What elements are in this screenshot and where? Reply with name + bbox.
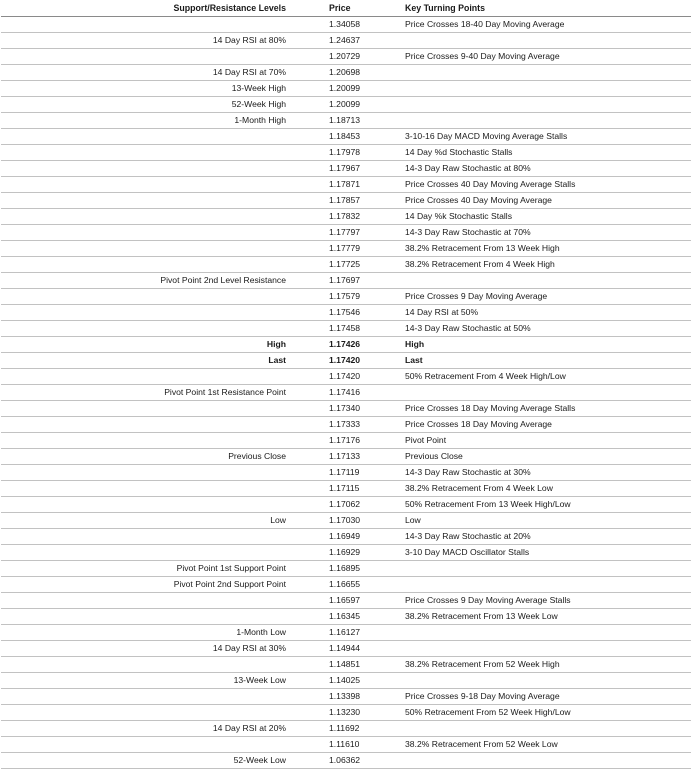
turning-point-cell: Price Crosses 40 Day Moving Average (401, 193, 691, 209)
turning-point-cell: 50% Retracement From 52 Week High/Low (401, 705, 691, 721)
turning-point-cell: Previous Close (401, 449, 691, 465)
level-cell (1, 289, 296, 305)
level-cell: Pivot Point 1st Resistance Point (1, 385, 296, 401)
level-cell: Last (1, 353, 296, 369)
level-cell: 1-Month Low (1, 625, 296, 641)
level-cell: 52-Week Low (1, 753, 296, 769)
turning-point-cell: Price Crosses 40 Day Moving Average Stalls (401, 177, 691, 193)
table-row (1, 465, 691, 481)
table-row (1, 33, 691, 49)
turning-point-cell: 50% Retracement From 13 Week High/Low (401, 497, 691, 513)
table-row (1, 273, 691, 289)
turning-point-cell: Price Crosses 9 Day Moving Average (401, 289, 691, 305)
level-cell (1, 465, 296, 481)
level-cell: Pivot Point 2nd Support Point (1, 577, 296, 593)
turning-point-cell: Price Crosses 9 Day Moving Average Stalls (401, 593, 691, 609)
price-cell: 1.17426 (296, 337, 401, 353)
turning-point-cell: Pivot Point (401, 433, 691, 449)
table-row (1, 705, 691, 721)
table-row (1, 609, 691, 625)
turning-point-cell: 14 Day %d Stochastic Stalls (401, 145, 691, 161)
price-cell: 1.17871 (296, 177, 401, 193)
price-cell: 1.17458 (296, 321, 401, 337)
price-cell: 1.17030 (296, 513, 401, 529)
turning-point-cell: High (401, 337, 691, 353)
level-cell (1, 241, 296, 257)
turning-point-cell (401, 625, 691, 641)
price-cell: 1.11692 (296, 721, 401, 737)
table-row (1, 481, 691, 497)
level-cell (1, 737, 296, 753)
turning-point-cell: Price Crosses 18 Day Moving Average (401, 417, 691, 433)
level-cell (1, 401, 296, 417)
price-cell: 1.16345 (296, 609, 401, 625)
price-cell: 1.17416 (296, 385, 401, 401)
level-cell: 14 Day RSI at 30% (1, 641, 296, 657)
price-cell: 1.13398 (296, 689, 401, 705)
price-cell: 1.16127 (296, 625, 401, 641)
level-cell (1, 417, 296, 433)
price-cell: 1.16895 (296, 561, 401, 577)
table-row (1, 177, 691, 193)
table-row (1, 129, 691, 145)
level-cell: 13-Week Low (1, 673, 296, 689)
table-row (1, 257, 691, 273)
header-levels: Support/Resistance Levels (1, 0, 296, 17)
level-cell (1, 193, 296, 209)
level-cell (1, 257, 296, 273)
table-row (1, 513, 691, 529)
level-cell: 1-Month High (1, 113, 296, 129)
turning-point-cell (401, 753, 691, 769)
table-row (1, 241, 691, 257)
turning-point-cell (401, 33, 691, 49)
level-cell (1, 529, 296, 545)
level-cell: 52-Week High (1, 97, 296, 113)
price-cell: 1.17725 (296, 257, 401, 273)
price-cell: 1.34058 (296, 17, 401, 33)
turning-point-cell (401, 561, 691, 577)
level-cell (1, 705, 296, 721)
level-cell (1, 321, 296, 337)
table-row (1, 369, 691, 385)
table-row (1, 145, 691, 161)
price-cell: 1.17333 (296, 417, 401, 433)
table-row (1, 657, 691, 673)
level-cell (1, 305, 296, 321)
price-cell: 1.16655 (296, 577, 401, 593)
price-cell: 1.17797 (296, 225, 401, 241)
price-cell: 1.16929 (296, 545, 401, 561)
level-cell: 14 Day RSI at 70% (1, 65, 296, 81)
turning-point-cell: Price Crosses 9-40 Day Moving Average (401, 49, 691, 65)
price-cell: 1.17115 (296, 481, 401, 497)
price-cell: 1.17779 (296, 241, 401, 257)
turning-point-cell: 14-3 Day Raw Stochastic at 50% (401, 321, 691, 337)
level-cell: Low (1, 513, 296, 529)
level-cell: Previous Close (1, 449, 296, 465)
table-row (1, 625, 691, 641)
turning-point-cell: 14-3 Day Raw Stochastic at 70% (401, 225, 691, 241)
level-cell: 14 Day RSI at 80% (1, 33, 296, 49)
table-row (1, 673, 691, 689)
table-row (1, 753, 691, 769)
price-cell: 1.17579 (296, 289, 401, 305)
level-cell (1, 657, 296, 673)
price-cell: 1.11610 (296, 737, 401, 753)
level-cell: Pivot Point 2nd Level Resistance (1, 273, 296, 289)
level-cell: High (1, 337, 296, 353)
turning-point-cell: 14-3 Day Raw Stochastic at 80% (401, 161, 691, 177)
price-cell: 1.17062 (296, 497, 401, 513)
table-row (1, 401, 691, 417)
table-row (1, 561, 691, 577)
price-cell: 1.20729 (296, 49, 401, 65)
table-row (1, 641, 691, 657)
table-row (1, 689, 691, 705)
price-cell: 1.18453 (296, 129, 401, 145)
level-cell (1, 49, 296, 65)
price-cell: 1.20099 (296, 97, 401, 113)
price-cell: 1.14944 (296, 641, 401, 657)
turning-point-cell: Low (401, 513, 691, 529)
table-row (1, 721, 691, 737)
turning-point-cell (401, 273, 691, 289)
table-row (1, 529, 691, 545)
table-row (1, 737, 691, 753)
table-row (1, 97, 691, 113)
price-cell: 1.17133 (296, 449, 401, 465)
level-cell (1, 145, 296, 161)
turning-point-cell: 38.2% Retracement From 13 Week High (401, 241, 691, 257)
turning-point-cell: Price Crosses 9-18 Day Moving Average (401, 689, 691, 705)
header-price: Price (296, 0, 401, 17)
level-cell (1, 433, 296, 449)
level-cell (1, 209, 296, 225)
header-turning-points: Key Turning Points (401, 0, 691, 17)
table-row (1, 289, 691, 305)
table-row (1, 433, 691, 449)
turning-point-cell: 38.2% Retracement From 52 Week Low (401, 737, 691, 753)
price-cell: 1.17119 (296, 465, 401, 481)
price-cell: 1.17697 (296, 273, 401, 289)
level-cell: 14 Day RSI at 20% (1, 721, 296, 737)
table-row (1, 417, 691, 433)
table-row (1, 49, 691, 65)
table-row (1, 593, 691, 609)
turning-point-cell (401, 65, 691, 81)
turning-point-cell: Price Crosses 18 Day Moving Average Stalls (401, 401, 691, 417)
price-cell: 1.17857 (296, 193, 401, 209)
table-row (1, 17, 691, 33)
price-cell: 1.13230 (296, 705, 401, 721)
price-cell: 1.18713 (296, 113, 401, 129)
level-cell (1, 593, 296, 609)
turning-point-cell (401, 385, 691, 401)
table-row (1, 385, 691, 401)
level-cell: Pivot Point 1st Support Point (1, 561, 296, 577)
price-cell: 1.17832 (296, 209, 401, 225)
turning-point-cell: 3-10-16 Day MACD Moving Average Stalls (401, 129, 691, 145)
turning-point-cell (401, 81, 691, 97)
turning-point-cell (401, 641, 691, 657)
level-cell (1, 177, 296, 193)
price-cell: 1.17978 (296, 145, 401, 161)
table-row (1, 113, 691, 129)
level-cell (1, 225, 296, 241)
table-row (1, 161, 691, 177)
price-cell: 1.17546 (296, 305, 401, 321)
header-row (1, 0, 691, 17)
turning-point-cell: 38.2% Retracement From 13 Week Low (401, 609, 691, 625)
turning-point-cell: Last (401, 353, 691, 369)
table-row (1, 209, 691, 225)
turning-point-cell: 14 Day %k Stochastic Stalls (401, 209, 691, 225)
level-cell (1, 129, 296, 145)
turning-point-cell: 38.2% Retracement From 52 Week High (401, 657, 691, 673)
level-cell (1, 369, 296, 385)
price-cell: 1.20698 (296, 65, 401, 81)
turning-point-cell (401, 721, 691, 737)
price-cell: 1.06362 (296, 753, 401, 769)
table-row (1, 193, 691, 209)
level-cell (1, 17, 296, 33)
price-cell: 1.16949 (296, 529, 401, 545)
pivot-table (1, 0, 691, 769)
turning-point-cell (401, 97, 691, 113)
turning-point-cell: Price Crosses 18-40 Day Moving Average (401, 17, 691, 33)
table-row (1, 449, 691, 465)
price-cell: 1.17176 (296, 433, 401, 449)
level-cell (1, 497, 296, 513)
table-row (1, 65, 691, 81)
table-row (1, 225, 691, 241)
table-body (1, 17, 691, 769)
table-row (1, 81, 691, 97)
turning-point-cell (401, 113, 691, 129)
table-row (1, 321, 691, 337)
table-row (1, 497, 691, 513)
turning-point-cell: 38.2% Retracement From 4 Week High (401, 257, 691, 273)
price-cell: 1.16597 (296, 593, 401, 609)
table-row (1, 337, 691, 353)
table-row (1, 545, 691, 561)
price-cell: 1.20099 (296, 81, 401, 97)
turning-point-cell: 14-3 Day Raw Stochastic at 30% (401, 465, 691, 481)
level-cell (1, 161, 296, 177)
turning-point-cell: 14 Day RSI at 50% (401, 305, 691, 321)
turning-point-cell (401, 577, 691, 593)
price-cell: 1.17340 (296, 401, 401, 417)
price-cell: 1.17420 (296, 369, 401, 385)
table-row (1, 353, 691, 369)
level-cell (1, 545, 296, 561)
turning-point-cell: 3-10 Day MACD Oscillator Stalls (401, 545, 691, 561)
turning-point-cell: 14-3 Day Raw Stochastic at 20% (401, 529, 691, 545)
price-cell: 1.14025 (296, 673, 401, 689)
level-cell (1, 609, 296, 625)
turning-point-cell: 50% Retracement From 4 Week High/Low (401, 369, 691, 385)
price-cell: 1.17967 (296, 161, 401, 177)
level-cell: 13-Week High (1, 81, 296, 97)
price-cell: 1.17420 (296, 353, 401, 369)
table-row (1, 577, 691, 593)
price-cell: 1.24637 (296, 33, 401, 49)
turning-point-cell: 38.2% Retracement From 4 Week Low (401, 481, 691, 497)
level-cell (1, 689, 296, 705)
turning-point-cell (401, 673, 691, 689)
table-row (1, 305, 691, 321)
price-cell: 1.14851 (296, 657, 401, 673)
level-cell (1, 481, 296, 497)
